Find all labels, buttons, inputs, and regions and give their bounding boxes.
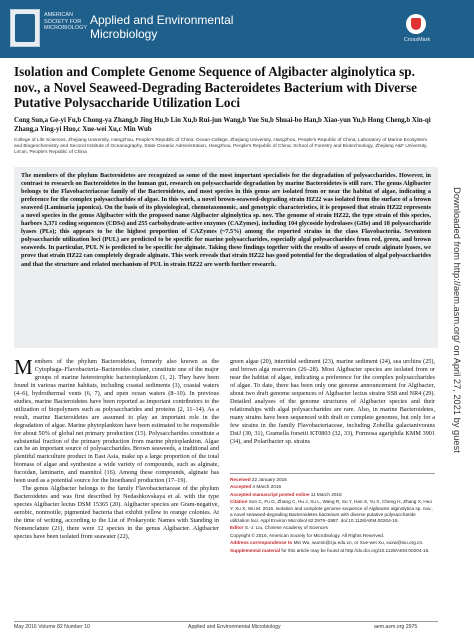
journal-name-line1: Applied and Environmental bbox=[90, 13, 234, 27]
journal-name-line2: Microbiology bbox=[90, 27, 158, 41]
body-text: embers of the phylum Bacteroidetes, formerly also known as the Cytophaga–Flavobacteria–Bacteroides cluster, constitute one of the major groups of marine heterotrophic bacterioplankton (1, 2). They have been found in various marine habitats, including coastal sediments (3), coastal waters (4–6), hydrothermal vents (6, 7), and open ocean waters (8–10). In previous studies, marine Bacteroidetes have been reported as important contributors to the utilization of biopolymers such as polysaccharides and proteins (2, 11–14). As a result, marine Bacteroidetes are assumed to play an important role in the degradation of algae. Marine phytoplankton have been estimated to be responsible for about 50% of global net primary production (15). Polysaccharides constitute a substantial fraction of the primary production from marine phytoplankton. Algae can be an important source of polysaccharides. Brown seaweeds, a traditional and plentiful mariculture product in East Asia, make up a large proportion of the total biomass of algae and synthesize a wide variety of compounds, such as alginate, fucoidan, laminarin, and mannitol (16). Among these compounds, alginate has been used as a potential source for the bioethanol production (17–19). bbox=[14, 358, 219, 485]
footer-issue: May 2016 Volume 82 Number 10 bbox=[14, 624, 90, 630]
history-divider bbox=[230, 473, 435, 474]
accepted-entry: Accepted 4 March 2016 bbox=[230, 484, 282, 490]
crossmark-icon[interactable] bbox=[406, 14, 426, 34]
author-list: Cong Sun,a Ge-yi Fu,b Chong-ya Zhang,b Jing Hu,b Lin Xu,b Rui-jun Wang,b Yue Su,b Shuai-bo Han,b Xiao-yun Yu,b Hong Cheng,b Xin-qi Zhang,a Ying-yi Huo,c Xue-wei Xu,c Min Wub bbox=[14, 117, 431, 133]
received-entry: Received 22 January 2016 bbox=[230, 477, 287, 482]
body-paragraph: The genus Algibacter belongs to the family Flavobacteriaceae of the phylum Bacteroidetes and was first described by Nedashkovskaya et al. with the type species Algibacter lectus DSM 15365 (20). Algibacter species are Gram-negative, aerobic, nonmotile, pigmented bacteria that exhibit yellow to orange colonies. At the time of writing, according to the List of Prokaryotic Names with Standing in Nomenclature (21), there were 12 species in the genus Algibacter. Algibacter species have been isolated from seawater (22), bbox=[14, 485, 219, 540]
accepted-ms-entry: Accepted manuscript posted online 11 March 2016 bbox=[230, 491, 342, 497]
journal-banner bbox=[0, 0, 474, 58]
footer-page: aem.asm.org 2975 bbox=[374, 624, 418, 630]
affiliations: College of Life Sciences, Zhejiang University, Hangzhou, People's Republic of China; Ocean College, Zhejiang University, Hangzhou, People's Republic of China; Laboratory of Marine Ecosystem and Biogeochemistry and Second Institute of Oceanography, State Oceanic Administration, Hangzhou, People's Republic of China; School of Forestry and Biotechnology, Zhejiang A&F University, Lin'an, People's Republic of China bbox=[14, 138, 428, 155]
correspondence-entry: Address correspondence to Min Wu, wumin@zju.edu.cn, or Xue-wei Xu, xuxw@sio.org.cn. bbox=[230, 540, 424, 546]
body-paragraph bbox=[14, 355, 219, 485]
body-column-right bbox=[230, 358, 435, 472]
article-title: Isolation and Complete Genome Sequence of Algibacter alginolytica sp. nov., a Novel Seaweed-Degrading Bacteroidetes Bacterium with Diverse Putative Polysaccharide Utilization Loci bbox=[14, 64, 418, 110]
crossmark-label: CrossMark bbox=[403, 37, 431, 43]
article-history bbox=[230, 477, 435, 555]
editor-entry: Editor S.-J. Liu, Chinese Academy of Sciences bbox=[230, 525, 328, 531]
abstract-box: The members of the phylum Bacteroidetes are recognized as some of the most important specialists for the degradation of polysaccharides. However, in contrast to research on Bacteroidetes in the human gut, research on polysaccharide degradation by marine Bacteroidetes is still rare. The genus Algibacter belongs to the Flavobacteriaceae family of the Bacteroidetes, and most species in this genus are isolated from or near the habitat of algae, indicating a preference for the complex polysaccharides of algae. In this work, a novel brown-seaweed-degrading strain HZ22 was isolated from the surface of a brown seaweed (Laminaria japonica). On the basis of its physiological, chemotaxonomic, and genotypic characteristics, it is proposed that strain HZ22 represents a novel species in the genus Algibacter with the proposed name Algibacter alginolytica sp. nov. The genome of strain HZ22, the type strain of this species, harbors 3,371 coding sequences (CDSs) and 255 carbohydrate-active enzymes (CAZymes), including 104 glycoside hydrolases (GHs) and 18 polysaccharide lyases (PLs); this appears to be the highest proportion of CAZymes (~7.5%) among the reported strains in the class Flavobacteriia. Seventeen polysaccharide utilization loci (PUL) are predicted to be specific for marine polysaccharides, especially algal polysaccharides from red, green, and brown seaweeds. In particular, PUL N is predicted to be specific for alginate. Taking these findings together with the results of assays of crude alginate lyases, we prove that strain HZ22 can completely degrade alginate. This work reveals that strain HZ22 has good potential for the degradation of algal polysaccharides and that the structure and related mechanism of PUL in strain HZ22 are worth further research. bbox=[14, 167, 438, 348]
citation-entry: Citation Sun C, Fu G, Zhang C, Hu J, Xu L, Wang R, Su Y, Han S, Yu X, Cheng H, Zhang X, Huo Y, Xu X, Wu M. 2016. Isolation and complete genome sequence of Algibacter alginolytica sp. nov., a novel seaweed-degrading Bacteroidetes bacterium with diverse putative polysaccharide utilization loci. Appl Environ Microbiol 82:2975–2987. doi:10.1128/AEM.00204-16. bbox=[230, 499, 433, 523]
supplemental-entry: Supplemental material for this article may be found at http://dx.doi.org/10.1128/AEM.00204-16. bbox=[230, 547, 430, 553]
body-column-left bbox=[14, 355, 219, 620]
asm-logo-icon bbox=[10, 9, 40, 47]
download-watermark: Downloaded from http://aem.asm.org/ on April 27, 2021 by guest bbox=[452, 187, 462, 453]
footer-journal: Applied and Environmental Microbiology bbox=[188, 624, 281, 630]
journal-name bbox=[90, 13, 350, 41]
footer-divider bbox=[14, 621, 438, 622]
drop-cap: M bbox=[14, 355, 33, 379]
society-name: AMERICAN SOCIETY FOR MICROBIOLOGY bbox=[44, 12, 88, 31]
body-paragraph: green algae (20), intertidal sediment (23), marine sediment (24), sea urchins (25), and brown alga reservoirs (26–28). Most Algibacter species are isolated from or near the habitat of algae, indicating a preference for the complex polysaccharides of algae. To date, there has been only one genome announcement for Algibacter, about two draft genome sequences of Algibacter lectus strains SS8 and NR4 (29). Detailed analyses of the genome structures of Algibacter species and their relationships with algal polysaccharides are rare. Also, in marine Bacteroidetes, many strains have been sequenced with draft or complete genomes, but only for a few strains in the family Flavobacteriaceae, including Zobellia galactanivorans DsiJ (30, 31), Gramella forsetii KT0803 (32, 33), Formosa agariphila KMM 3901 (34), and Polaribacter sp. strains bbox=[230, 358, 435, 445]
copyright-entry: Copyright © 2016, American Society for Microbiology. All Rights Reserved. bbox=[230, 532, 385, 538]
